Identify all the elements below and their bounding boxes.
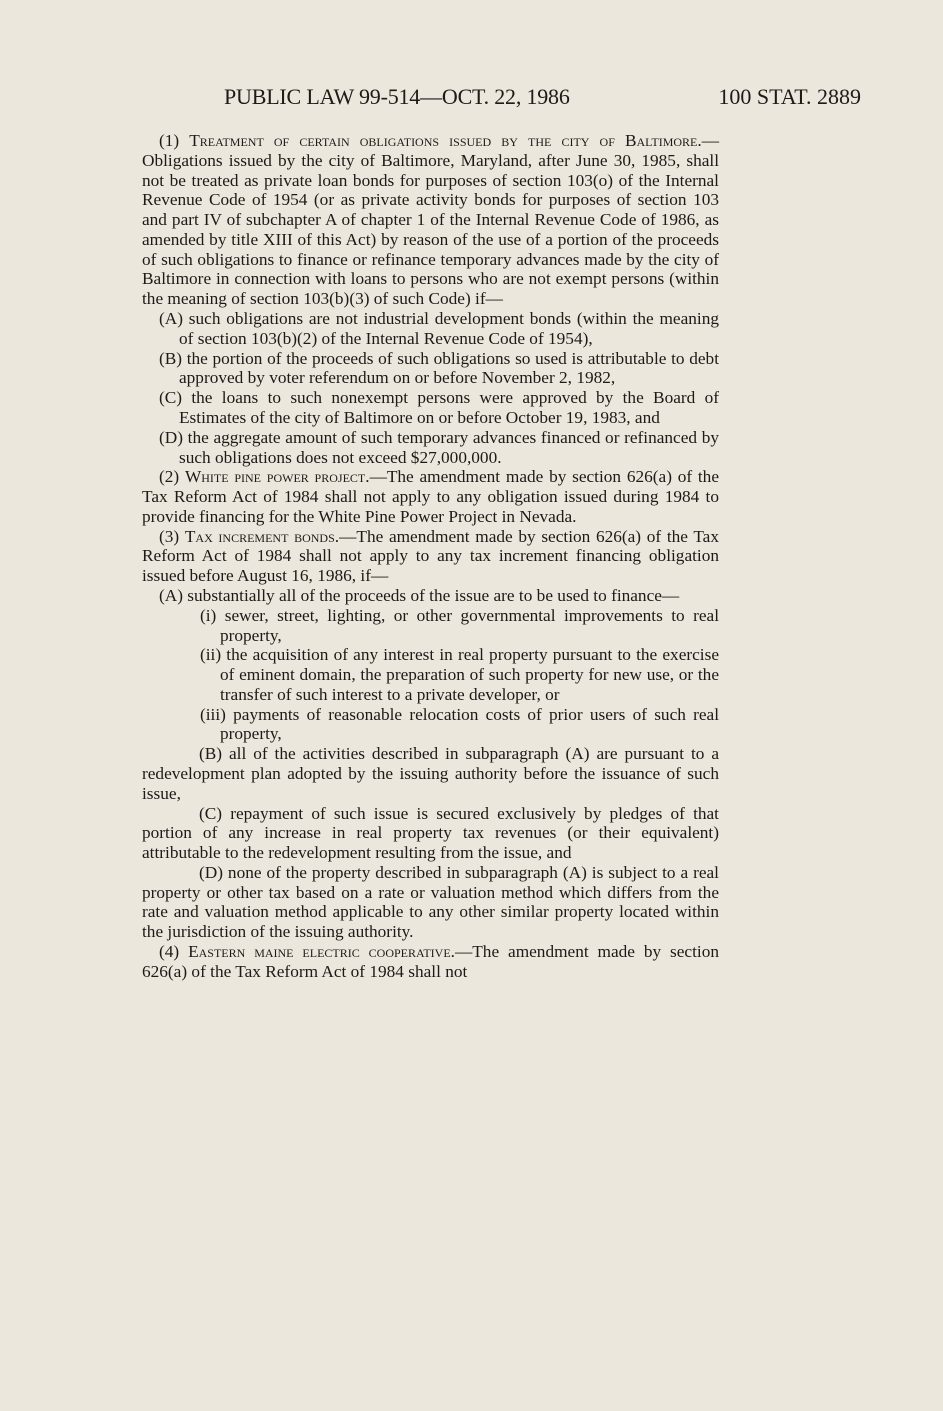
clause-3-a-ii: (ii) the acquisition of any interest in real property pursuant to the exercise of eminent domain, the preparation of such property for new use, or the transfer of such interest to a private developer, or [200,645,719,704]
paragraph-4 [142,942,719,982]
clause-3-a-i: (i) sewer, street, lighting, or other governmental improvements to real property, [200,605,719,645]
subparagraph-1-a: (A) such obligations are not industrial development bonds (within the meaning of section 103(b)(2) of the Internal Revenue Code of 1954), [159,309,719,348]
paragraph-heading: Treatment of certain obligations issued by the city of Baltimore. [189,131,702,150]
law-citation: PUBLIC LAW 99-514—OCT. 22, 1986 [224,84,570,109]
paragraph-number: (4) [159,942,180,962]
page-header [142,84,861,114]
paragraph-text: —The amendment made by section 626(a) of the Tax Reform Act of 1984 shall not [142,942,719,981]
subparagraph-3-a: (A) substantially all of the proceeds of the issue are to be used to finance— [159,585,680,605]
paragraph-3 [142,527,719,586]
paragraph-heading: Tax increment bonds. [184,526,340,546]
paragraph-text: —Obligations issued by the city of Baltimore, Maryland, after June 30, 1985, shall not be treated as private loan bonds for purposes of section 103(o) of the Internal Revenue Code of 1954 (or as private activity bonds for purposes of section 103 and part IV of subchapter A of chapter 1 of the Internal Revenue Code of 1986, as amended by title XIII of this Act) by reason of the use of a portion of the proceeds of such obligations to finance or refinance temporary advances made by the city of Baltimore in connection with loans to persons who are not exempt persons (within the meaning of section 103(b)(3) of such Code) if— [142,131,719,309]
paragraph-2 [142,467,719,526]
subparagraph-1-d: (D) the aggregate amount of such temporary advances financed or refinanced by such obligations does not exceed $27,000,000. [159,427,719,467]
paragraph-number: (1) [159,131,180,150]
subparagraph-1-c: (C) the loans to such nonexempt persons were approved by the Board of Estimates of the city of Baltimore on or before October 19, 1983, and [159,388,719,427]
paragraph-number: (2) [159,467,180,487]
paragraph-1 [142,131,719,309]
paragraph-text: —The amendment made by section 626(a) of the Tax Reform Act of 1984 shall not apply to any tax increment financing obligation issued before August 16, 1986, if— [142,526,719,586]
paragraph-heading: White pine power project. [184,467,370,487]
clause-3-a-iii: (iii) payments of reasonable relocation costs of prior users of such real property, [200,704,719,744]
paragraph-heading: Eastern maine electric cooperative. [188,942,455,962]
statute-page: 100 STAT. 2889 [718,84,861,109]
subparagraph-3-c: (C) repayment of such issue is secured exclusively by pledges of that portion of any increase in real property tax revenues (or their equivalent) attributable to the redevelopment resulting from the issue, and [142,803,719,863]
body-text [142,131,719,982]
subparagraph-3-d: (D) none of the property described in subparagraph (A) is subject to a real property or other tax based on a rate or valuation method which differs from the rate and valuation method applicable to any other similar property located within the jurisdiction of the issuing authority. [142,862,719,942]
paragraph-number: (3) [159,526,180,546]
subparagraph-1-b: (B) the portion of the proceeds of such obligations so used is attributable to debt approved by voter referendum on or before November 2, 1982, [159,348,719,388]
paragraph-text: —The amendment made by section 626(a) of the Tax Reform Act of 1984 shall not apply to any obligation issued during 1984 to provide financing for the White Pine Power Project in Nevada. [142,467,719,526]
subparagraph-3-b: (B) all of the activities described in subparagraph (A) are pursuant to a redevelopment plan adopted by the issuing authority before the issuance of such issue, [142,744,719,803]
